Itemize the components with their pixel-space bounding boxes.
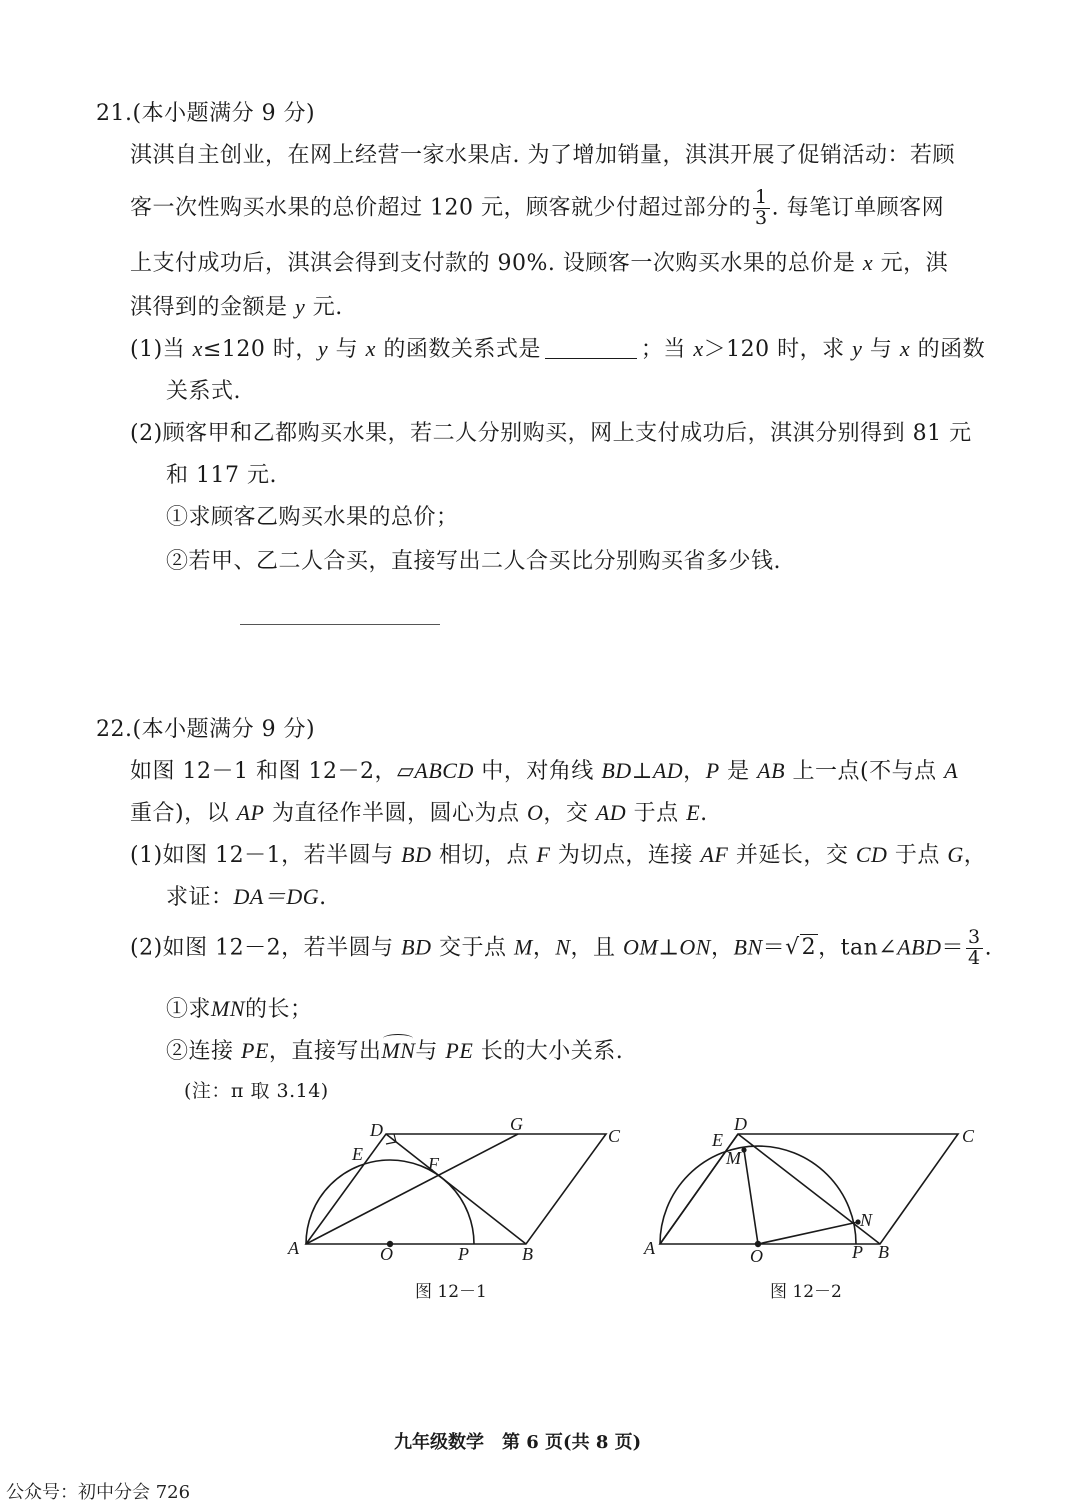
label-p: P	[852, 1242, 863, 1262]
q21-text: 的函数	[910, 337, 986, 362]
watermark: 公众号：初中分会 726	[6, 1482, 191, 1503]
label-e: E	[352, 1144, 363, 1164]
q21-text: 元，淇	[873, 251, 949, 276]
q22-paragraph-line2	[130, 796, 708, 827]
sqrt-radicand: 2	[801, 935, 817, 961]
label-b: B	[878, 1242, 889, 1262]
q22-text: ，且	[570, 935, 624, 961]
q21-text: ；当	[640, 337, 694, 362]
figure-12-2	[640, 1110, 990, 1270]
angle-abd: ABD	[897, 934, 942, 960]
label-c: C	[608, 1126, 621, 1146]
equation-da-dg: DA＝DG	[233, 884, 320, 909]
point-m: M	[513, 934, 533, 960]
q22-text: .	[319, 885, 327, 910]
label-d: D	[734, 1114, 747, 1134]
q22-text: 于点	[626, 801, 687, 826]
q21-text: 与	[328, 337, 366, 362]
fraction-one-third	[753, 188, 770, 229]
q22-text: ，	[532, 935, 556, 961]
diagonal-bd	[738, 1134, 880, 1244]
q21-text: . 每笔订单顾客网	[771, 195, 945, 221]
point-dot-m	[741, 1147, 746, 1152]
segment-ad: AD	[595, 800, 627, 825]
q22-text: 为切点，连接	[550, 843, 701, 868]
q22-subquestion-1	[130, 838, 986, 869]
sqrt-two	[785, 935, 818, 960]
q22-text: 与	[415, 1039, 446, 1064]
q22-text: 是	[719, 759, 758, 784]
label-a: A	[644, 1238, 655, 1258]
q21-subquestion-2: (2)顾客甲和乙都购买水果，若二人分别购买，网上支付成功后，淇淇分别得到 81 元	[130, 421, 972, 446]
segment-pe: PE	[445, 1038, 474, 1063]
label-a: A	[288, 1238, 299, 1258]
figure-12-2-caption: 图 12－2	[770, 1282, 842, 1302]
q21-text: 元.	[305, 295, 343, 320]
q21-text: 与	[862, 337, 900, 362]
segment-ab: AB	[757, 758, 786, 783]
q21-subquestion-2-part1: ①求顾客乙购买水果的总价；	[166, 505, 459, 530]
segment-ap: AP	[236, 800, 265, 825]
q22-text: 为直径作半圆，圆心为点	[264, 801, 527, 826]
q22-text: ，	[963, 843, 987, 868]
q22-text: 如图 12－1 和图 12－2，	[130, 759, 397, 784]
variable-x: x	[365, 336, 376, 361]
q21-subquestion-2-cont: 和 117 元.	[166, 463, 277, 488]
variable-x: x	[192, 336, 203, 361]
segment-mn: MN	[211, 996, 246, 1021]
fraction-denominator: 4	[968, 946, 981, 969]
label-e: E	[712, 1130, 723, 1150]
variable-x: x	[862, 250, 874, 275]
variable-x: x	[899, 336, 911, 361]
q21-paragraph-line1: 淇淇自主创业，在网上经营一家水果店. 为了增加销量，淇淇开展了促销活动：若顾	[130, 143, 955, 168]
q22-text: 的长；	[245, 997, 313, 1022]
segment-pe: PE	[241, 1038, 269, 1063]
q22-text: ，	[710, 935, 734, 961]
label-d: D	[370, 1120, 383, 1140]
q22-text: 重合)，以	[130, 801, 237, 826]
q21-text: ≤120 时，	[202, 337, 318, 362]
point-e: E	[686, 800, 701, 825]
label-f: F	[428, 1154, 439, 1174]
q22-text: .	[700, 801, 708, 826]
q21-text: 客一次性购买水果的总价超过 120 元，顾客就少付超过部分的	[130, 195, 751, 221]
q22-text: .	[984, 935, 993, 961]
q21-text: (1)当	[130, 337, 193, 362]
label-m: M	[726, 1148, 741, 1168]
q22-text: 相切，点	[431, 843, 537, 868]
q22-subquestion-2-part2	[166, 1034, 623, 1065]
segment-af: AF	[700, 842, 729, 867]
q22-subquestion-1-proof	[166, 880, 327, 911]
sqrt-sign: √	[785, 935, 800, 961]
q22-text: ①求	[166, 997, 212, 1022]
radius-on	[758, 1222, 858, 1244]
parallelogram-abcd: ▱ABCD	[396, 758, 474, 783]
q22-subquestion-2	[130, 928, 992, 969]
q22-text: 交于点	[431, 935, 514, 961]
radius-om	[744, 1150, 758, 1244]
variable-x: x	[693, 336, 704, 361]
label-p: P	[458, 1244, 469, 1264]
segment-bn: BN	[733, 934, 763, 960]
q21-paragraph-line4	[130, 290, 343, 321]
q22-text: 上一点(不与点	[785, 759, 945, 784]
label-o: O	[750, 1246, 763, 1266]
segment-cd: CD	[855, 842, 888, 867]
q21-subquestion-1-cont: 关系式.	[166, 379, 241, 404]
fraction-three-quarters	[966, 928, 983, 969]
math-bd-perp-ad: BD⊥AD	[601, 758, 684, 783]
q22-text: 中，对角线	[473, 759, 602, 784]
point-p: P	[705, 758, 720, 783]
q22-text: ＝	[941, 935, 965, 961]
math-om-perp-on: OM⊥ON	[623, 934, 711, 960]
q22-text: ，交	[543, 801, 596, 826]
label-g: G	[510, 1114, 523, 1134]
variable-y: y	[317, 336, 329, 361]
q22-text: ②连接	[166, 1039, 241, 1064]
q22-text: ，	[683, 759, 706, 784]
q22-text: 长的大小关系.	[473, 1039, 624, 1064]
q21-paragraph-line2	[130, 188, 944, 229]
page-footer: 九年级数学 第 6 页(共 8 页)	[394, 1432, 642, 1453]
q21-subquestion-2-part2: ②若甲、乙二人合买，直接写出二人合买比分别购买省多少钱.	[166, 549, 781, 574]
fraction-denominator: 3	[754, 206, 768, 229]
q22-text: 并延长，交	[728, 843, 856, 868]
point-g: G	[947, 842, 964, 867]
q21-subquestion-1	[130, 332, 985, 363]
figure-12-1-caption: 图 12－1	[415, 1282, 487, 1302]
label-b: B	[522, 1244, 533, 1264]
q22-note: (注：π 取 3.14)	[184, 1080, 329, 1102]
q22-text: ＝	[762, 935, 786, 961]
answer-space-divider	[240, 624, 440, 625]
q22-subquestion-2-part1	[166, 992, 313, 1023]
fraction-numerator: 3	[968, 926, 981, 948]
segment-bd: BD	[401, 842, 432, 867]
q21-paragraph-line3	[130, 246, 948, 277]
point-f: F	[536, 842, 551, 867]
q21-text: 的函数关系式是	[375, 337, 541, 362]
q21-text: ＞120 时，求	[703, 337, 853, 362]
q22-text: ，tan∠	[818, 935, 898, 961]
segment-bd: BD	[401, 934, 432, 960]
label-c: C	[962, 1126, 975, 1146]
variable-y: y	[852, 336, 863, 361]
label-n: N	[860, 1210, 873, 1230]
diagonal-bd	[386, 1134, 526, 1244]
q22-paragraph-line1	[130, 754, 958, 785]
line-ag	[306, 1134, 518, 1244]
q22-heading: 22.(本小题满分 9 分)	[96, 717, 316, 742]
point-n: N	[555, 934, 571, 960]
figure-12-1	[280, 1110, 630, 1270]
point-a: A	[944, 758, 959, 783]
q21-text: 上支付成功后，淇淇会得到支付款的 90%. 设顾客一次购买水果的总价是	[130, 251, 863, 276]
fraction-numerator: 1	[754, 186, 768, 208]
variable-y: y	[295, 294, 306, 319]
label-o: O	[380, 1244, 393, 1264]
point-o: O	[526, 800, 544, 825]
q22-text: (1)如图 12－1，若半圆与	[130, 843, 402, 868]
q22-text: (2)如图 12－2，若半圆与	[130, 935, 402, 961]
arc-mn: MN	[381, 1038, 416, 1063]
q22-text: 求证：	[166, 885, 234, 910]
q21-text: 淇得到的金额是	[130, 295, 295, 320]
q22-text: ，直接写出	[268, 1039, 382, 1064]
q21-heading: 21.(本小题满分 9 分)	[96, 101, 316, 126]
q22-text: 于点	[887, 843, 948, 868]
answer-blank[interactable]	[545, 336, 637, 359]
